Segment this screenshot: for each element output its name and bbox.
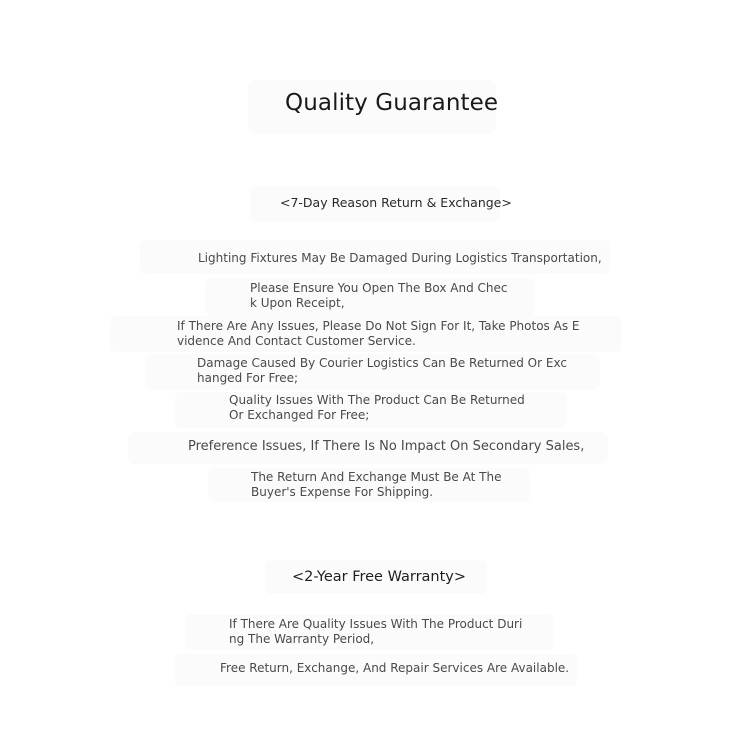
return-policy-line-1: Lighting Fixtures May Be Damaged During Logistics Transportation, [198, 251, 602, 265]
return-policy-line-6: Preference Issues, If There Is No Impact On Secondary Sales, [188, 439, 585, 454]
return-exchange-heading: <7-Day Reason Return & Exchange> [280, 195, 512, 210]
warranty-heading: <2-Year Free Warranty> [292, 569, 467, 585]
return-policy-line-3: If There Are Any Issues, Please Do Not Sign For It, Take Photos As E vidence And Contact Customer Service. [177, 319, 580, 348]
warranty-line-1: If There Are Quality Issues With The Product Duri ng The Warranty Period, [229, 617, 523, 646]
return-policy-line-4: Damage Caused By Courier Logistics Can Be Returned Or Exc hanged For Free; [197, 356, 567, 385]
return-policy-line-2: Please Ensure You Open The Box And Chec k Upon Receipt, [250, 281, 508, 310]
warranty-line-2: Free Return, Exchange, And Repair Services Are Available. [220, 661, 570, 675]
return-policy-line-7: The Return And Exchange Must Be At The Buyer's Expense For Shipping. [251, 470, 502, 499]
return-policy-line-5: Quality Issues With The Product Can Be Returned Or Exchanged For Free; [229, 393, 525, 422]
page-title: Quality Guarantee [285, 90, 499, 116]
